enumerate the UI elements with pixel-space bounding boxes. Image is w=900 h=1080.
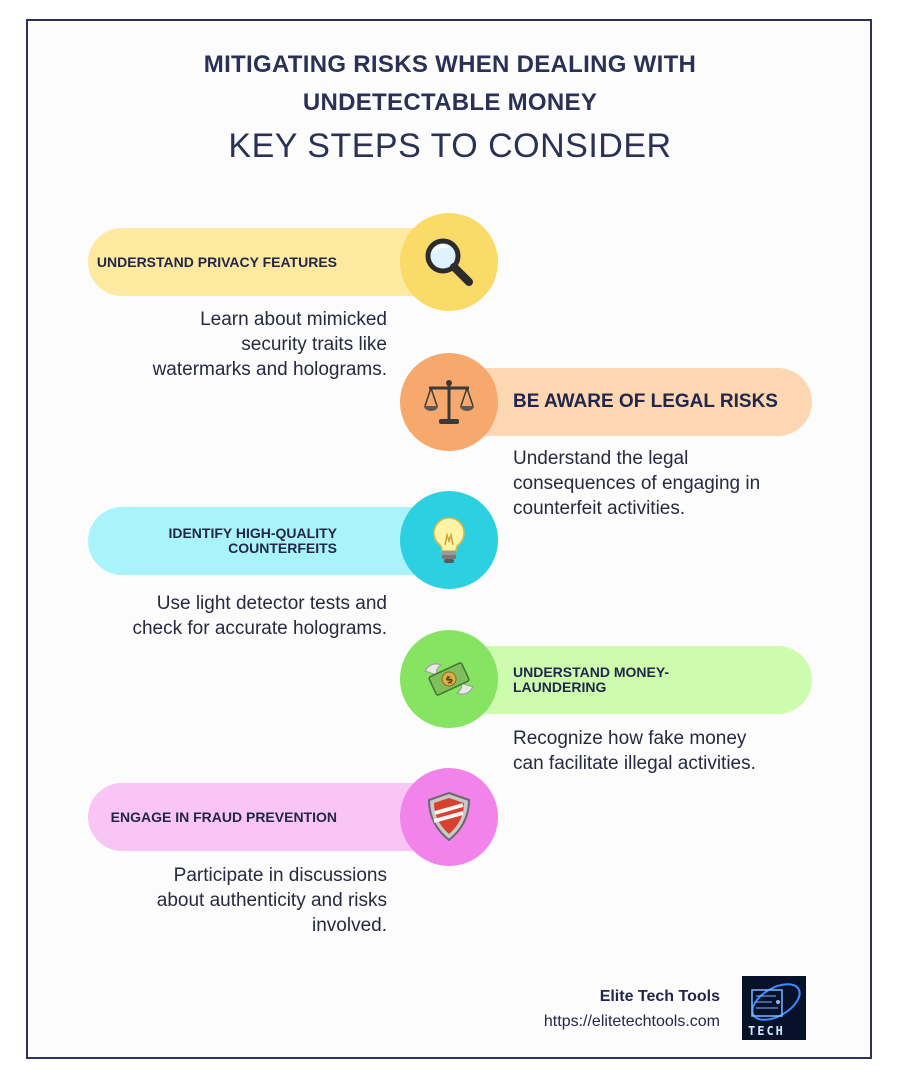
- step-4-desc-line: can facilitate illegal activities.: [513, 753, 756, 774]
- page-subtitle: KEY STEPS TO CONSIDER: [228, 127, 672, 165]
- brand-logo: [742, 976, 806, 1040]
- step-5-desc-line: Participate in discussions: [173, 865, 387, 886]
- step-1-description: [87, 307, 387, 382]
- step-3-label: [168, 526, 337, 556]
- step-1-desc-line: security traits like: [241, 334, 387, 355]
- step-5-pill: [88, 783, 448, 851]
- title-line-1: MITIGATING RISKS WHEN DEALING WITH: [203, 51, 697, 78]
- step-3-desc-line: check for accurate holograms.: [132, 618, 387, 639]
- step-4-label-line: LAUNDERING: [513, 679, 607, 695]
- footer-url-link[interactable]: https://elitetechtools.com: [543, 1013, 720, 1030]
- step-1-label: UNDERSTAND PRIVACY FEATURES: [96, 253, 337, 270]
- step-2-desc-line: Understand the legal: [513, 448, 689, 469]
- magnifier-icon: [421, 234, 477, 290]
- step-2-label: BE AWARE OF LEGAL RISKS: [513, 391, 778, 412]
- logo-text: TECH: [748, 1024, 785, 1038]
- step-4-label: [513, 665, 669, 695]
- step-2-desc-line: consequences of engaging in: [513, 473, 761, 494]
- step-3-label-line: COUNTERFEITS: [228, 540, 337, 556]
- step-1-desc-line: Learn about mimicked: [200, 309, 387, 330]
- step-1-pill: [88, 228, 448, 296]
- step-3-circle: [400, 491, 498, 589]
- page-title: [0, 46, 900, 122]
- step-5-desc-line: about authenticity and risks: [156, 890, 387, 911]
- scales-icon: [421, 374, 477, 430]
- step-2-desc-line: counterfeit activities.: [513, 498, 686, 519]
- step-2-description: [513, 446, 813, 521]
- step-1-circle: [400, 213, 498, 311]
- step-3-pill: [88, 507, 448, 575]
- light-bulb-icon: [421, 512, 477, 568]
- step-1-desc-line: watermarks and holograms.: [152, 359, 387, 380]
- step-4-circle: [400, 630, 498, 728]
- step-4-description: [513, 726, 813, 776]
- step-2-pill: [450, 368, 812, 436]
- step-5-desc-line: involved.: [312, 915, 387, 936]
- step-4-desc-line: Recognize how fake money: [513, 728, 747, 749]
- title-line-2: UNDETECTABLE MONEY: [302, 89, 598, 116]
- step-5-label: ENGAGE IN FRAUD PREVENTION: [110, 808, 337, 825]
- footer-brand-name: Elite Tech Tools: [599, 988, 720, 1005]
- step-3-label-line: IDENTIFY HIGH-QUALITY: [168, 525, 337, 541]
- shield-icon: [421, 789, 477, 845]
- svg-text:$: $: [444, 673, 456, 687]
- money-wings-icon: [421, 651, 477, 707]
- step-3-description: [87, 591, 387, 641]
- step-5-description: [87, 863, 387, 938]
- step-4-pill: [450, 646, 812, 714]
- step-5-circle: [400, 768, 498, 866]
- step-3-desc-line: Use light detector tests and: [156, 593, 387, 614]
- step-4-label-line: UNDERSTAND MONEY-: [513, 664, 670, 680]
- step-2-circle: [400, 353, 498, 451]
